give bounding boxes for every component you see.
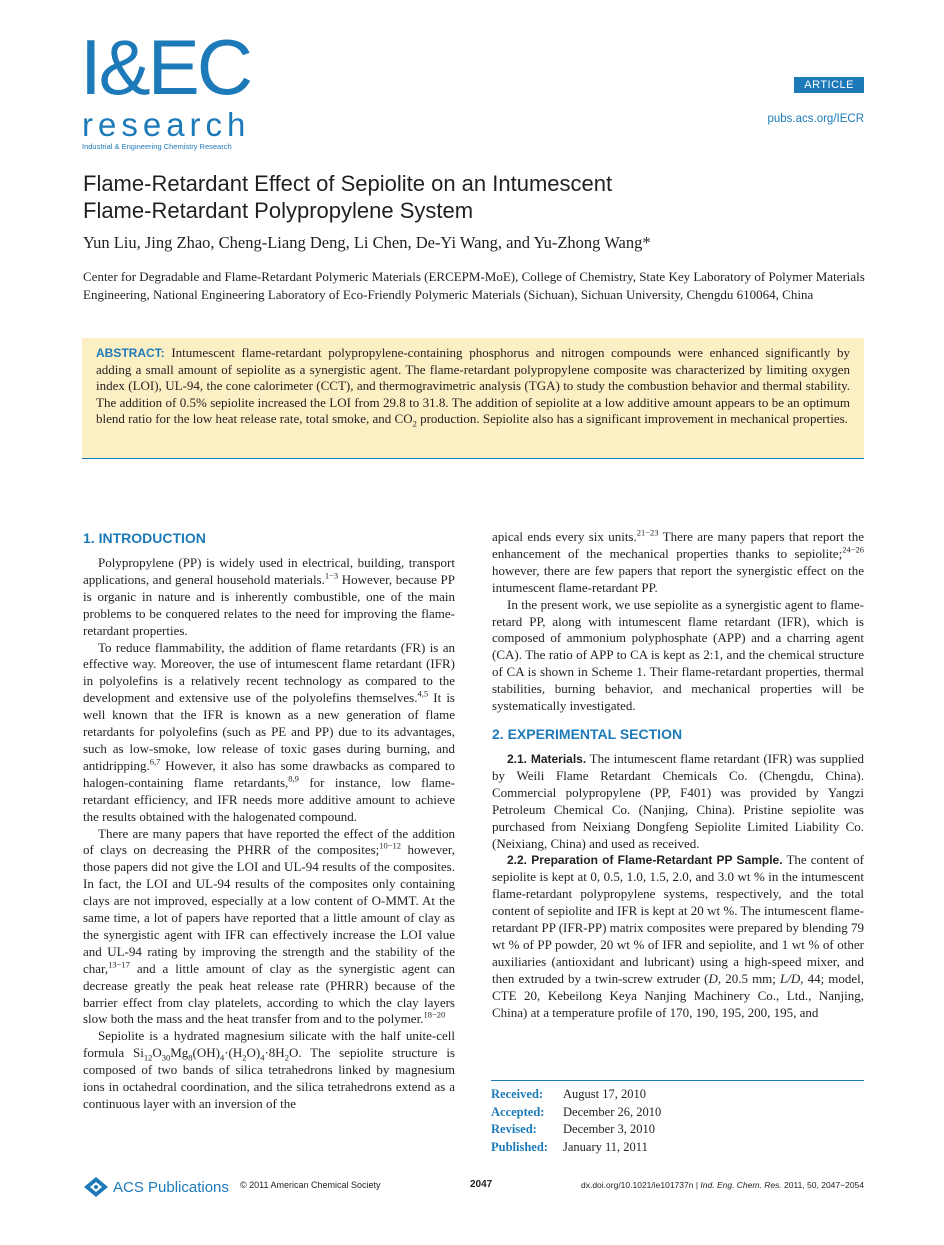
logo-research: research xyxy=(82,106,251,143)
doi-citation: dx.doi.org/10.1021/ie101737n | Ind. Eng. Chem. Res. 2011, 50, 2047−2054 xyxy=(580,1180,864,1190)
section-heading-experimental: 2. EXPERIMENTAL SECTION xyxy=(492,725,683,742)
title-line-2: Flame-Retardant Polypropylene System xyxy=(83,198,474,223)
publication-dates xyxy=(491,1080,864,1156)
doi-link[interactable]: dx.doi.org/10.1021/ie101737n xyxy=(580,1180,694,1190)
journal-url[interactable]: pubs.acs.org/IECR xyxy=(767,113,864,125)
acs-publications-logo xyxy=(83,1176,229,1198)
paragraph: In the present work, we use sepiolite as a synergistic agent to flame-retard PP, along with intumescent flame retardant (IFR), which is composed of ammonium polyphosphate (APP) and a charring agent (CA). The ratio of APP to CA is kept as 2:1, and the chemical structure of CA is shown in Scheme 1. Their flame-retardant properties, thermal stabilities, burning behavior, and mechanical properties will be systematically investigated. xyxy=(492,596,864,714)
abstract-text: ABSTRACT: Intumescent flame-retardant polypropylene-containing phosphorus and nitrogen compounds were enhanced significantly by adding a small amount of sepiolite as a synergistic agent. The flame-retardant polypropylene composite was characterized by limiting oxygen index (LOI), UL-94, the cone calorimeter (CCT), and thermogravimetric analysis (TGA) to study the combustion behavior and thermal stability. The addition of 0.5% sepiolite increased the LOI from 29.8 to 31.8. The addition of sepiolite at a low additive amount appears to be an optimum blend ratio for the low heat release rate, total smoke, and $CO_2$ production. Sepiolite also has a significant improvement in mechanical properties. xyxy=(96,345,850,429)
page-title xyxy=(83,170,863,224)
paragraph: Sepiolite is a hydrated magnesium silicate with the half unite-cell formula $Si_{12}O_{30}Mg_8(OH)_4\cdot(H_2O)_4\cdot 8H_2O$. The sepiolite structure is composed of two bands of silica tetrahedrons linked by magnesium ions in octahedral coordination, and the silica tetrahedrons extend as a continuous layer with an inversion of the xyxy=(83,1028,455,1111)
affiliation: Center for Degradable and Flame-Retardant Polymeric Materials (ERCEPM-MoE), College of Chemistry, State Key Laboratory of Polymer Materials Engineering, National Engineering Laboratory of Eco-Friendly Polymeric Materials (Sichuan), Sichuan University, Chengdu 610064, China xyxy=(83,269,865,302)
logo-subtitle: Industrial & Engineering Chemistry Research xyxy=(82,142,232,151)
copyright: © 2011 American Chemical Society xyxy=(240,1180,381,1190)
abstract-label: ABSTRACT: xyxy=(96,346,165,360)
publisher-name: ACS Publications xyxy=(113,1178,229,1196)
journal-logo xyxy=(80,23,260,152)
right-column xyxy=(492,529,864,1021)
article-badge: ARTICLE xyxy=(794,77,864,93)
page-number: 2047 xyxy=(470,1179,493,1190)
subsection-heading: 2.2. Preparation of Flame-Retardant PP Sample. xyxy=(507,853,783,868)
date-row: Received: August 17, 2010 xyxy=(491,1087,646,1101)
paragraph: There are many papers that have reported the effect of the addition of clays on decreasing the PHRR of the composites;$^{10-12}$ however, those papers did not give the LOI and UL-94 results of the composites. In fact, the LOI and UL-94 results of the composites only containing clays are not improved, especially at a low content of O-MMT. At the same time, a lot of papers have reported that a little amount of clay as the synergistic agent with IFR can effectively increase the LOI value and UL-94 rating by improving the strength and the stability of the char,$^{13-17}$ and a little amount of clay as the synergistic agent can decrease greatly the peak heat release rate (PHRR) because of the barrier effect from clay platelets, according to which the clay layers slow both the mass and the heat transfer from and to the polymer.$^{18-20}$ xyxy=(83,825,455,1027)
date-row: Accepted: December 26, 2010 xyxy=(491,1104,662,1119)
date-row: Revised: December 3, 2010 xyxy=(491,1122,655,1136)
paragraph: To reduce flammability, the addition of flame retardants (FR) is an effective way. Moreover, the use of intumescent flame retardant (IFR) in polyolefins is a relatively recent technology as compared to the development and extensive use of the polyolefins themselves.$^{4,5}$ It is well known that the IFR is known as a new generation of flame retardants for polyolefins (such as PE and PP) due to its advantages, such as low-smoke, low release of toxic gases during burning, and antidripping.$^{6,7}$ However, it also has some drawbacks as compared to halogen-containing flame retardants,$^{8,9}$ for instance, low flame-retardant efficiency, and IFR needs more additive amount to achieve the results obtained with the halogenated compound. xyxy=(83,639,455,824)
date-row: Published: January 11, 2011 xyxy=(491,1139,648,1154)
section-heading-introduction: 1. INTRODUCTION xyxy=(83,530,206,546)
acs-hexagon-icon xyxy=(83,1176,109,1198)
logo-main: I&EC xyxy=(80,23,251,111)
left-column xyxy=(83,529,455,1113)
authors: Yun Liu, Jing Zhao, Cheng-Liang Deng, Li Chen, De-Yi Wang, and Yu-Zhong Wang* xyxy=(83,233,651,252)
abstract-box xyxy=(82,338,864,459)
paragraph: apical ends every six units.$^{21-23}$ There are many papers that report the enhancement of the mechanical properties thanks to sepiolite;$^{24-26}$ however, there are few papers that report the synergistic effect on the intumescent flame-retardant PP. xyxy=(492,527,865,595)
paragraph: Polypropylene (PP) is widely used in electrical, building, transport applications, and general household materials.$^{1-3}$ However, because PP is organic in nature and is inherently combustible, one of the main problems to be conquered relates to the need for improving the flame-retardant properties. xyxy=(83,555,455,638)
title-line-1: Flame-Retardant Effect of Sepiolite on an Intumescent xyxy=(83,171,613,196)
paragraph: 2.1. Materials. The intumescent flame retardant (IFR) was supplied by Weili Flame Retardant Chemicals Co. (Chengdu, China). Commercial polypropylene (PP, F401) was provided by Yangzi Petroleum Chemical Co. (Nanjing, China). Pristine sepiolite was purchased from Neixiang Dongfeng Sepiolite Limited Liability Co. (Neixiang, China) and used as received. xyxy=(492,750,864,851)
paragraph: 2.2. Preparation of Flame-Retardant PP Sample. The content of sepiolite is kept at 0, 0.5, 1.0, 1.5, 2.0, and 3.0 wt % in the intumescent flame-retardant polypropylene systems, respectively, and the total content of sepiolite and IFR is kept at 20 wt %. The intumescent flame-retardant PP (IFR-PP) matrix composites were prepared by blending 79 wt % of PP powder, 20 wt % of IFR and sepiolite, and 1 wt % of other auxiliaries (antioxidant and lubricant) using a high-speed mixer, and then extruded by a twin-screw extruder (D, 20.5 mm; L/D, 44; model, CTE 20, Kebeilong Keya Nanjing Machinery Co., Ltd., Nanjing, China) at a temperature profile of 170, 190, 195, 200, 195, and xyxy=(492,852,865,1020)
subsection-heading: 2.1. Materials. xyxy=(507,751,587,766)
